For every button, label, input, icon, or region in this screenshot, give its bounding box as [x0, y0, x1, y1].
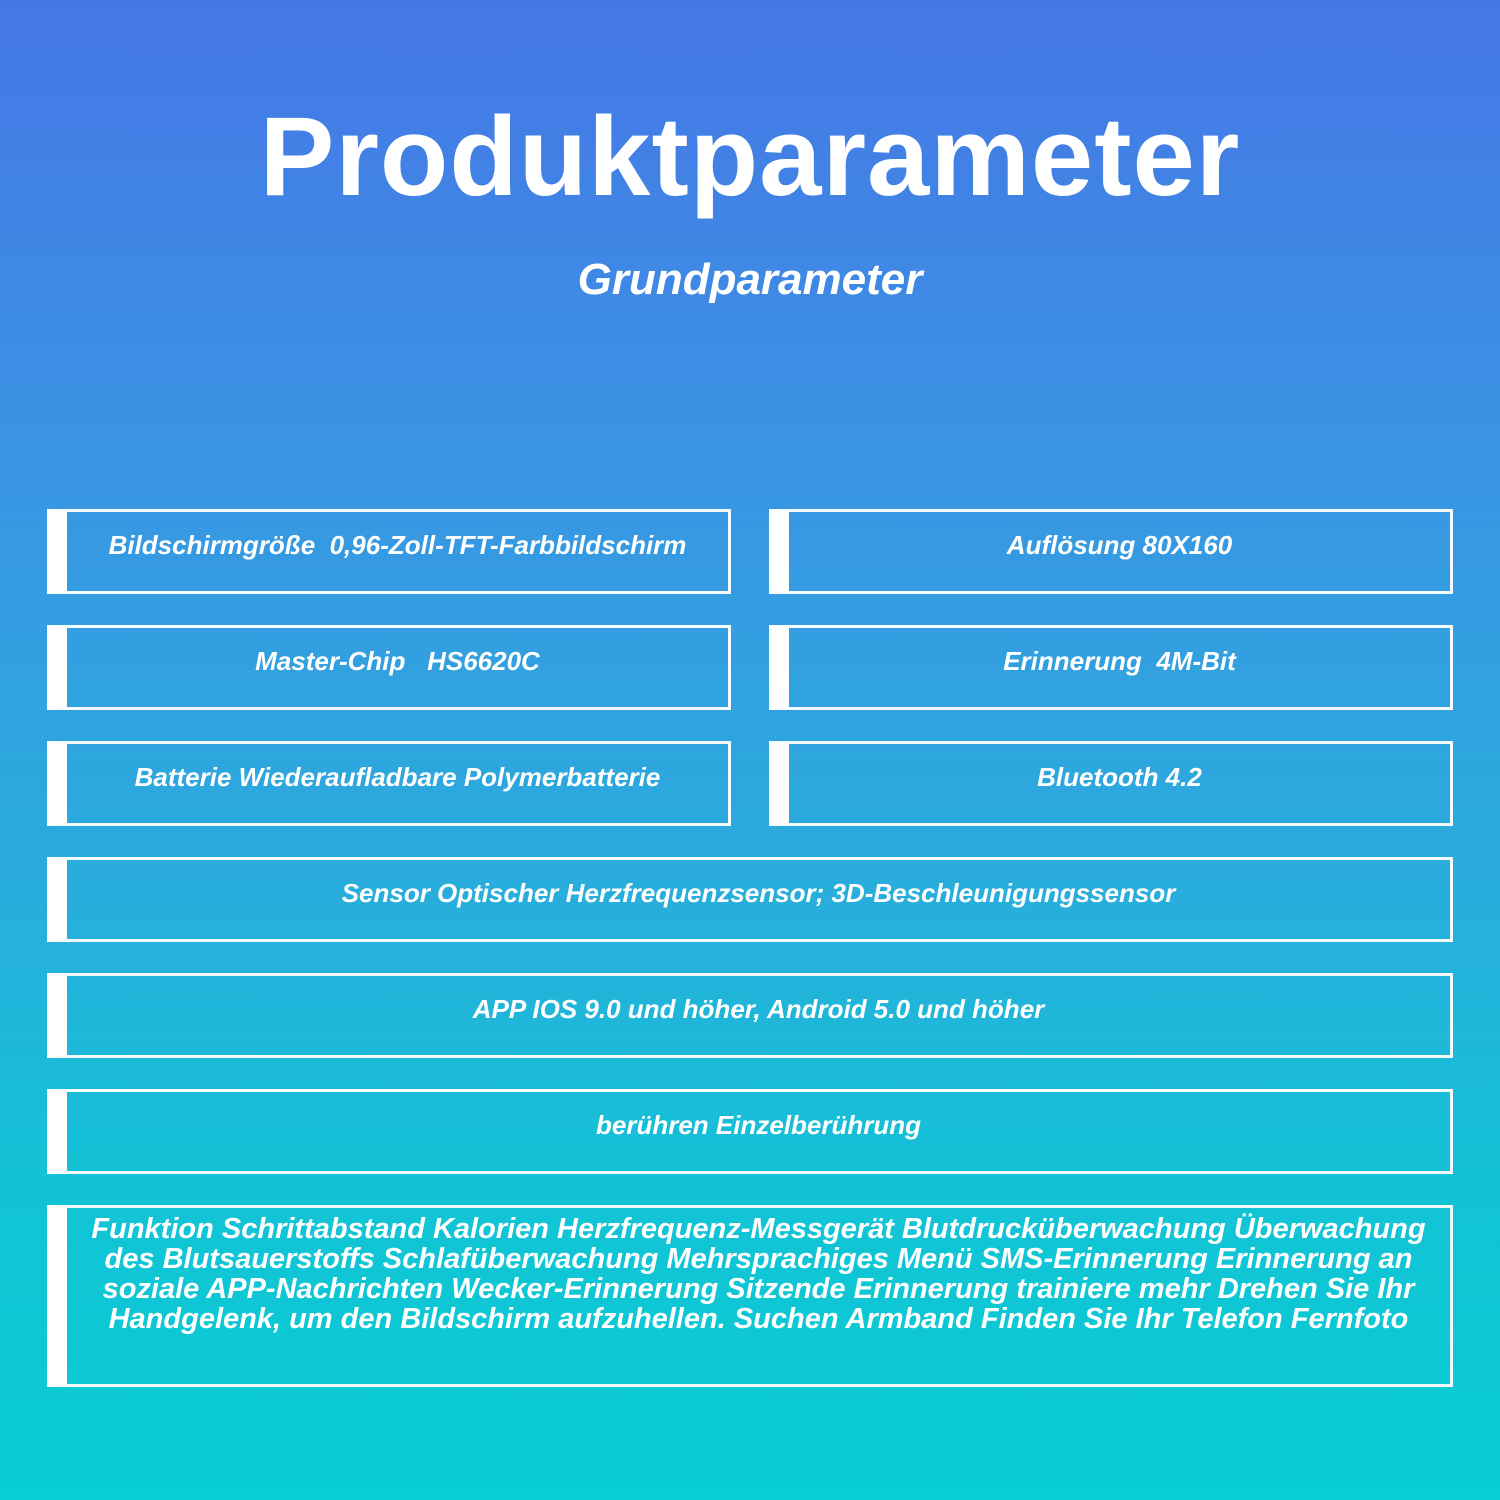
- param-memory: [769, 625, 1453, 710]
- param-label: Sensor Optischer Herzfrequenzsensor; 3D-Beschleunigungssensor: [341, 877, 1176, 908]
- param-sensor: [47, 857, 1453, 942]
- param-label: APP IOS 9.0 und höher, Android 5.0 und höher: [472, 993, 1045, 1024]
- param-label: Erinnerung 4M-Bit: [1003, 645, 1236, 676]
- param-label: Auflösung 80X160: [1006, 529, 1233, 560]
- param-touch: [47, 1089, 1453, 1174]
- param-label: Batterie Wiederaufladbare Polymerbatterie: [134, 761, 661, 792]
- param-battery: [47, 741, 731, 826]
- param-label: Bluetooth 4.2: [1037, 761, 1202, 792]
- param-screen-size: [47, 509, 731, 594]
- param-app: [47, 973, 1453, 1058]
- param-label: berühren Einzelberührung: [595, 1109, 922, 1140]
- param-bluetooth: [769, 741, 1453, 826]
- param-label: Funktion Schrittabstand Kalorien Herzfrequenz-Messgerät Blutdrucküberwachung Überwachung des Blutsauerstoffs Schlafüberwachung Mehrsprachiges Menü SMS-Erinnerung Erinnerung an soziale APP-Nachrichten Wecker-Erinnerung Sitzende Erinnerung trainiere mehr Drehen Sie Ihr Handgelenk, um den Bildschirm aufzuhellen. Suchen Armband Finden Sie Ihr Telefon Fernfoto: [91, 1213, 1426, 1335]
- param-functions: [47, 1205, 1453, 1387]
- section-subtitle: Grundparameter: [577, 255, 923, 304]
- param-label: Bildschirmgröße 0,96-Zoll-TFT-Farbbildschirm: [108, 529, 687, 560]
- page-title: Produktparameter: [259, 94, 1241, 219]
- param-master-chip: [47, 625, 731, 710]
- param-resolution: [769, 509, 1453, 594]
- param-label: Master-Chip HS6620C: [255, 645, 540, 676]
